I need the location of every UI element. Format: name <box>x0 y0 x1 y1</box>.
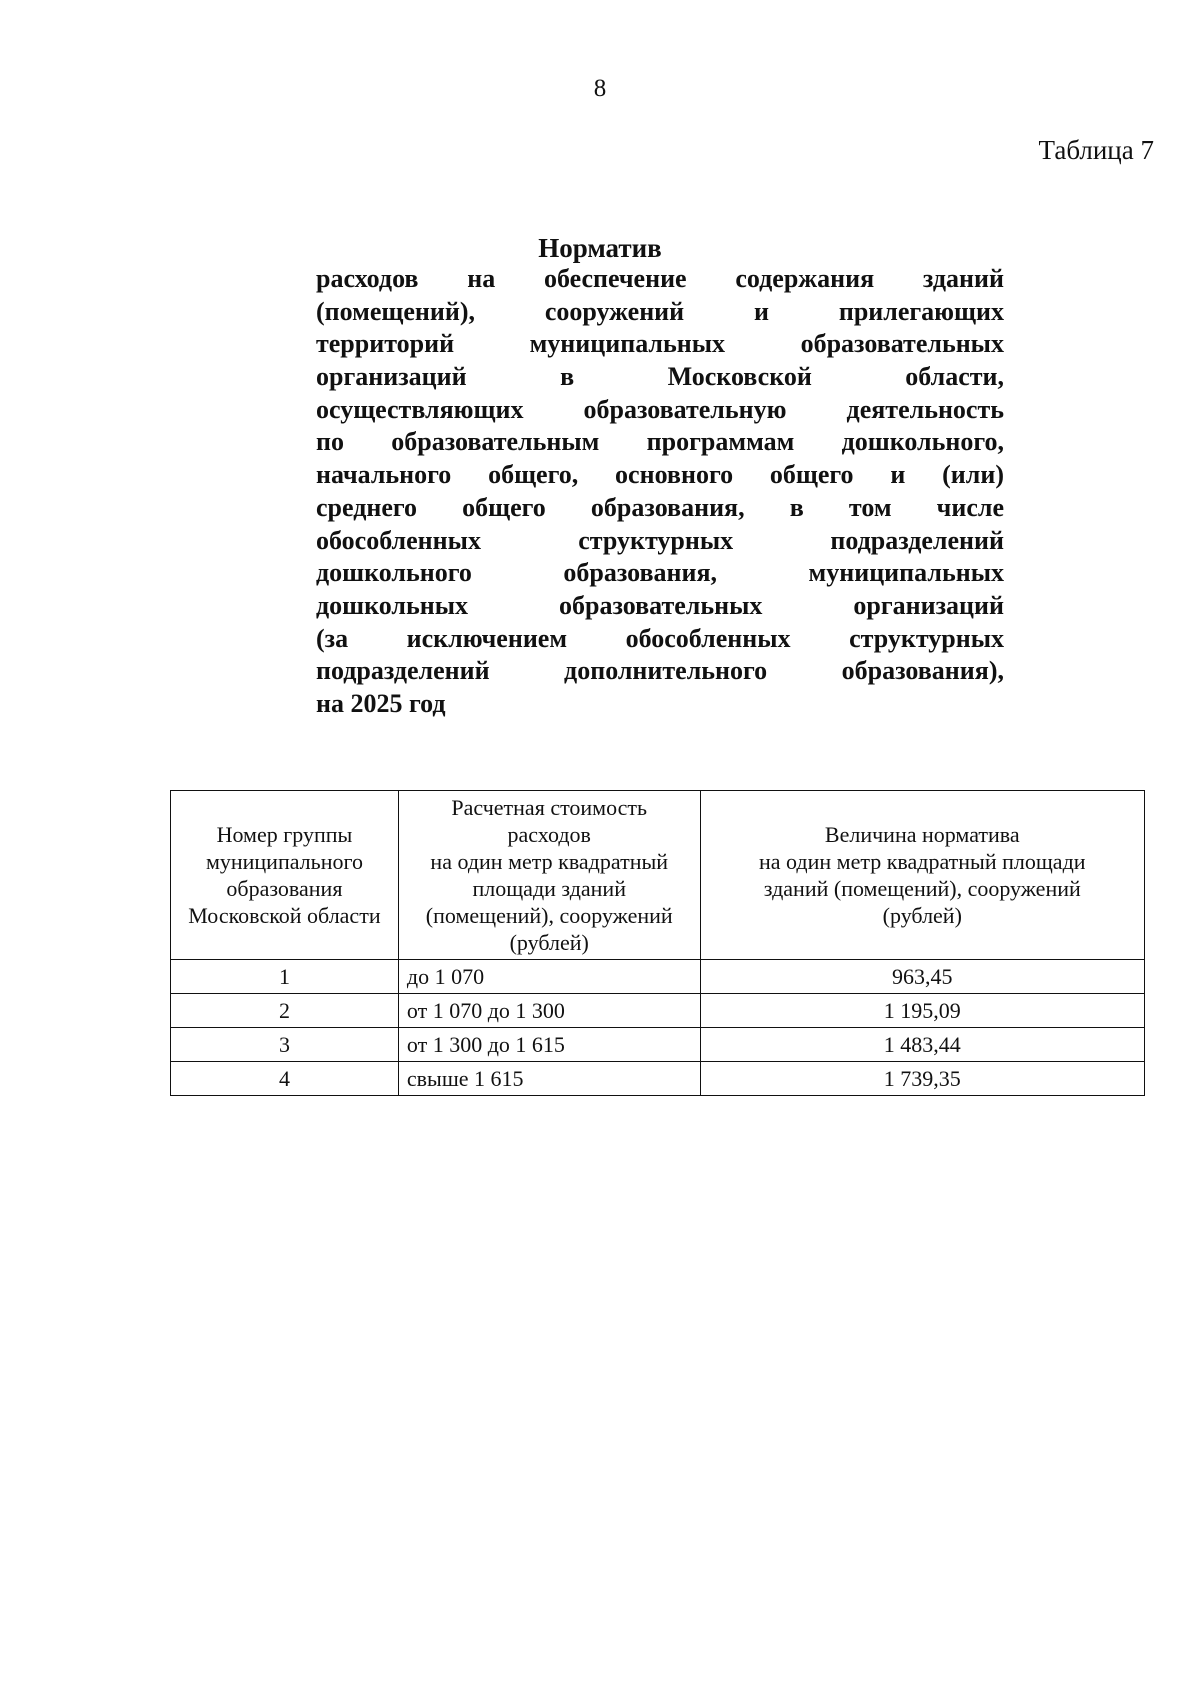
table-row <box>171 1062 1145 1096</box>
heading-line: по образовательным программам дошкольного, <box>316 427 1004 457</box>
heading-line: дошкольных образовательных организаций <box>316 590 1004 620</box>
heading-line: на 2025 год <box>316 688 446 718</box>
cell-value: 963,45 <box>700 960 1144 994</box>
heading-line: среднего общего образования, в том числе <box>316 492 1004 522</box>
header-norm-value: Величина норматива на один метр квадратный площади зданий (помещений), сооружений (рублей) <box>700 791 1144 960</box>
document-heading <box>316 263 1004 721</box>
heading-line: (помещений), сооружений и прилегающих <box>316 296 1004 326</box>
cell-group: 3 <box>171 1028 399 1062</box>
table-row <box>171 1028 1145 1062</box>
table-caption: Таблица 7 <box>1038 135 1154 165</box>
table-row <box>171 960 1145 994</box>
cell-cost: от 1 070 до 1 300 <box>398 994 700 1028</box>
header-group-number: Номер группы муниципального образования Московской области <box>171 791 399 960</box>
heading-line: подразделений дополнительного образования), <box>316 656 1004 686</box>
page-number: 8 <box>593 75 607 102</box>
cell-group: 2 <box>171 994 399 1028</box>
table-row <box>171 994 1145 1028</box>
heading-line: осуществляющих образовательную деятельность <box>316 394 1004 424</box>
cell-value: 1 483,44 <box>700 1028 1144 1062</box>
cell-value: 1 739,35 <box>700 1062 1144 1096</box>
header-estimated-cost: Расчетная стоимость расходов на один метр квадратный площади зданий (помещений), сооружений (рублей) <box>398 791 700 960</box>
cell-group: 4 <box>171 1062 399 1096</box>
heading-line: (за исключением обособленных структурных <box>316 623 1004 653</box>
heading-line: начального общего, основного общего и (или) <box>316 460 1004 490</box>
heading-line: организаций в Московской области, <box>316 362 1004 392</box>
heading-line: расходов на обеспечение содержания зданий <box>316 264 1004 293</box>
cell-value: 1 195,09 <box>700 994 1144 1028</box>
cell-cost: до 1 070 <box>398 960 700 994</box>
heading-line: дошкольного образования, муниципальных <box>316 558 1004 588</box>
cell-cost: свыше 1 615 <box>398 1062 700 1096</box>
table-header-row <box>171 791 1145 960</box>
cell-cost: от 1 300 до 1 615 <box>398 1028 700 1062</box>
document-title: Норматив <box>538 233 662 263</box>
heading-line: территорий муниципальных образовательных <box>316 329 1004 359</box>
cell-group: 1 <box>171 960 399 994</box>
heading-line: обособленных структурных подразделений <box>316 525 1004 555</box>
norm-table <box>170 790 1145 1096</box>
